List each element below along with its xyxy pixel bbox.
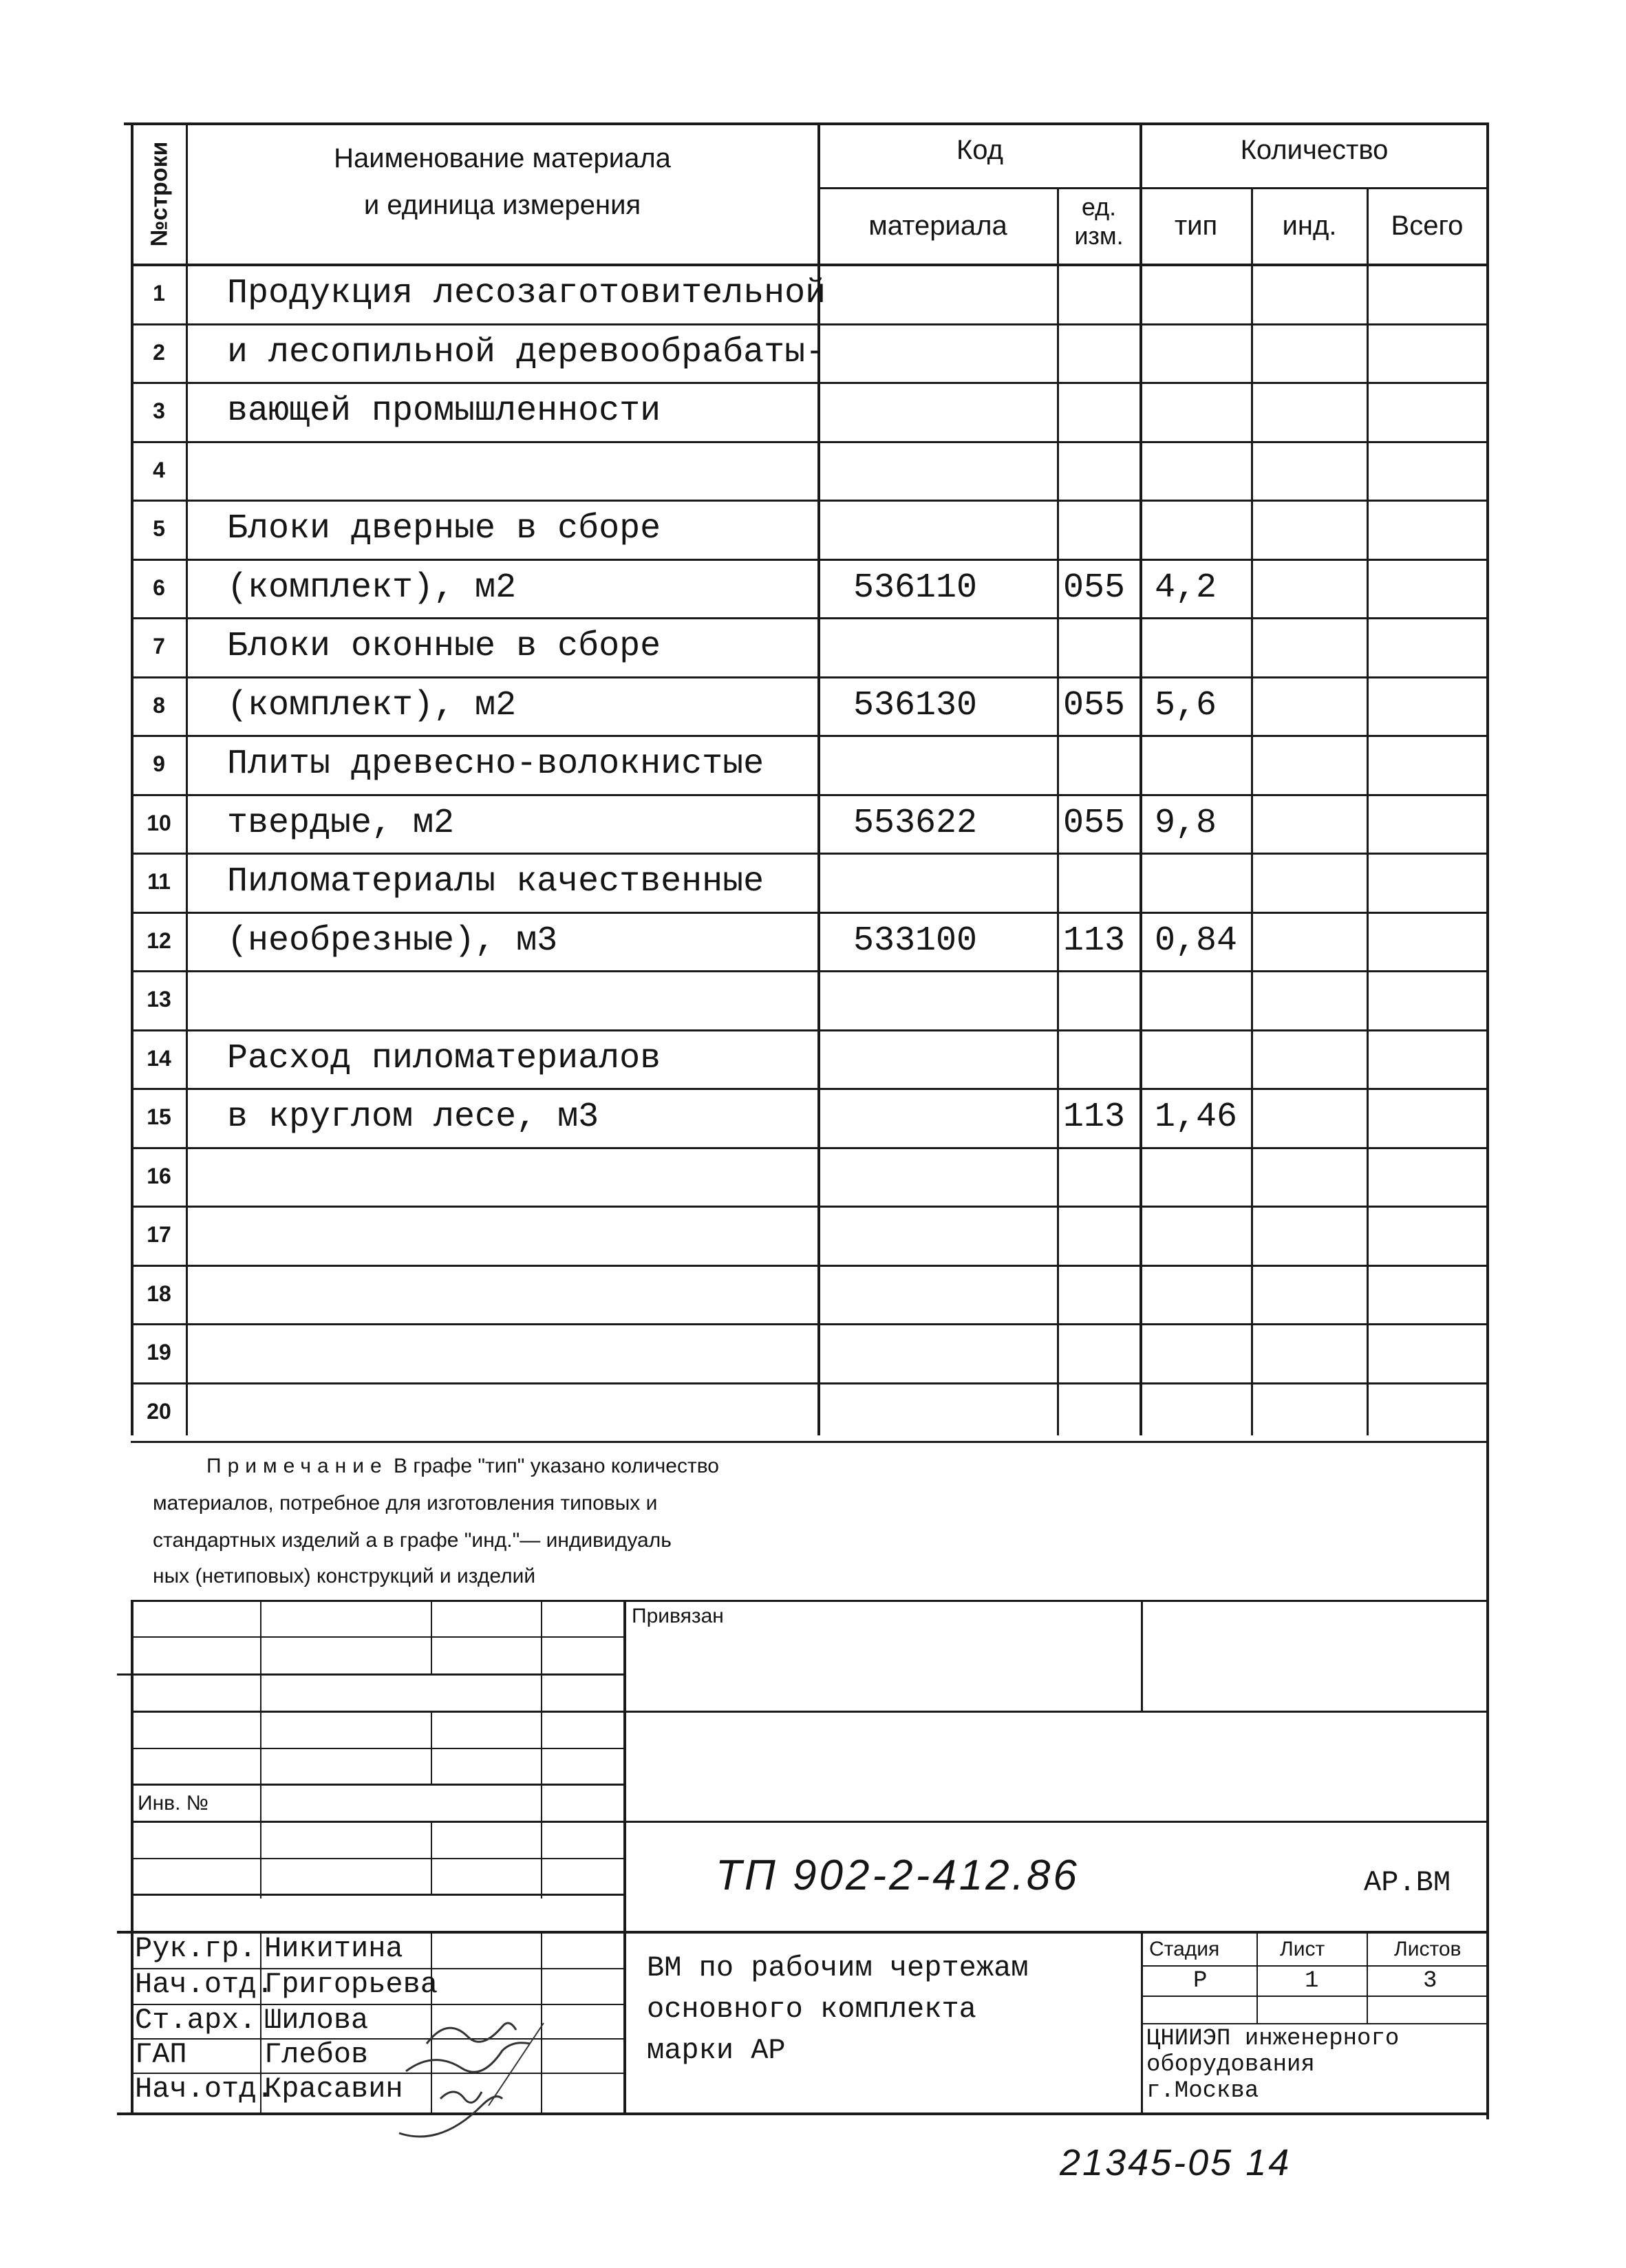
privyazan-label: Привязан [632, 1605, 724, 1627]
row-number: 15 [147, 1104, 171, 1129]
material-name: (комплект), м2 [227, 568, 517, 608]
unit-header-line2: изм. [1074, 222, 1124, 250]
stamp-line [131, 1636, 626, 1638]
material-name: твердые, м2 [227, 804, 455, 843]
row-line [131, 912, 1489, 914]
material-name: и лесопильной деревообрабаты- [227, 333, 826, 372]
stamp-line [1142, 2023, 1489, 2024]
row-line [131, 441, 1489, 443]
row-line [131, 1265, 1489, 1267]
type-header: тип [1174, 211, 1218, 241]
row-line [131, 1323, 1489, 1325]
row-number: 17 [147, 1222, 171, 1247]
stage-value: Р [1193, 1968, 1208, 1994]
signatory-role: Рук.гр. [135, 1932, 257, 1965]
row-line [131, 559, 1489, 561]
row-line [131, 323, 1489, 325]
material-code: 536130 [853, 686, 978, 725]
note-line-1 [206, 1455, 719, 1478]
row-line [131, 853, 1489, 855]
table-line [817, 124, 820, 1435]
stamp-line [117, 2112, 1489, 2115]
table-line [124, 122, 1489, 125]
document-title-line2: основного комплекта [647, 1993, 976, 2026]
sheet-value: 1 [1305, 1968, 1319, 1994]
stamp-line [131, 1600, 133, 2115]
material-name: (необрезные), м3 [227, 921, 558, 961]
material-name: Блоки оконные в сборе [227, 627, 661, 666]
note-lead: Примечание [206, 1455, 388, 1477]
signatory-name: Красавин [264, 2073, 403, 2106]
table-line [131, 124, 133, 1435]
material-name: Расход пиломатериалов [227, 1039, 661, 1078]
stamp-line [1142, 1996, 1489, 1997]
signatory-name: Никитина [264, 1932, 403, 1965]
signatory-name: Глебов [264, 2038, 369, 2071]
note-line-2: материалов, потребное для изготовления типовых и [153, 1492, 658, 1515]
ind-header: инд. [1282, 211, 1337, 241]
material-name: в круглом лесе, м3 [227, 1098, 599, 1137]
stamp-line [1141, 1931, 1143, 2114]
project-code: ТП 902-2-412.86 [716, 1852, 1080, 1899]
row-number: 16 [147, 1164, 171, 1188]
row-number: 19 [147, 1340, 171, 1365]
stage-label: Стадия [1149, 1938, 1220, 1960]
unit-code: 055 [1063, 686, 1126, 725]
stamp-line [131, 1894, 626, 1896]
note-line-3: стандартных изделий а в графе "инд."— индивидуаль [153, 1529, 672, 1552]
table-line [817, 187, 1489, 189]
row-number: 14 [147, 1046, 171, 1071]
stamp-line [431, 1711, 432, 1785]
stamp-line [131, 1711, 1489, 1713]
row-number: 4 [153, 458, 165, 482]
row-line [131, 970, 1489, 972]
stamp-line [117, 1673, 626, 1676]
signatory-name: Григорьева [264, 1968, 438, 2001]
row-number: 18 [147, 1281, 171, 1306]
row-number: 12 [147, 928, 171, 953]
sheets-value: 3 [1423, 1968, 1437, 1994]
material-name: Пиломатериалы качественные [227, 862, 764, 901]
type-quantity: 4,2 [1155, 568, 1217, 608]
row-line [131, 735, 1489, 737]
row-number: 1 [153, 281, 165, 306]
material-code: 536110 [853, 568, 978, 608]
archive-number: 21345-05 14 [1060, 2142, 1292, 2183]
stamp-line [131, 1858, 626, 1859]
organization-line3: г.Москва [1146, 2078, 1259, 2104]
row-line [131, 1147, 1489, 1149]
stamp-line [131, 1784, 626, 1786]
stamp-line [131, 1748, 626, 1749]
row-line [131, 382, 1489, 384]
total-header: Всего [1391, 211, 1464, 241]
table-line [131, 264, 1489, 266]
name-header-line1: Наименование материала [334, 143, 671, 173]
stamp-line [1256, 1931, 1258, 2023]
type-quantity: 1,46 [1155, 1098, 1238, 1137]
document-mark: АР.ВМ [1364, 1866, 1451, 1899]
stamp-line [1141, 1600, 1143, 1711]
signatory-role: ГАП [135, 2038, 187, 2071]
row-line [131, 1088, 1489, 1090]
table-line [1140, 124, 1142, 1435]
signatory-role: Ст.арх. [135, 2004, 257, 2037]
row-number: 10 [147, 811, 171, 835]
material-name: Блоки дверные в сборе [227, 509, 661, 548]
table-line [186, 124, 188, 1435]
table-line [1486, 124, 1489, 2119]
unit-code: 055 [1063, 804, 1126, 843]
material-name: (комплект), м2 [227, 686, 517, 725]
signatory-name: Шилова [264, 2004, 369, 2037]
row-line [131, 1206, 1489, 1208]
row-line [131, 794, 1489, 796]
row-number: 2 [153, 340, 165, 365]
row-line [131, 500, 1489, 502]
unit-code: 113 [1063, 921, 1126, 961]
stamp-line [1367, 1931, 1368, 2023]
quantity-header: Количество [1240, 135, 1389, 165]
stamp-line [260, 1600, 261, 1898]
note-text: В графе "тип" указано количество [387, 1455, 719, 1477]
sheets-label: Листов [1394, 1938, 1462, 1960]
sheet-label: Лист [1280, 1938, 1325, 1960]
stamp-line [131, 1821, 1489, 1823]
stamp-line [1142, 1965, 1489, 1967]
row-number: 5 [153, 516, 165, 541]
organization-line1: ЦНИИЭП инженерного [1146, 2026, 1400, 2052]
signature-scribbles [385, 1996, 633, 2161]
row-line [131, 1441, 1489, 1443]
type-quantity: 5,6 [1155, 686, 1217, 725]
table-line [1057, 187, 1059, 1435]
inventory-number-label: Инв. № [138, 1792, 208, 1815]
row-number: 11 [147, 869, 171, 894]
stamp-line [431, 1821, 432, 1895]
row-number: 7 [153, 634, 165, 659]
type-quantity: 0,84 [1155, 921, 1238, 961]
code-header: Код [956, 135, 1003, 165]
type-quantity: 9,8 [1155, 804, 1217, 843]
signatory-role: Нач.отд. [135, 2073, 274, 2106]
material-name: Плиты древесно-волокнистые [227, 745, 764, 784]
row-line [131, 676, 1489, 678]
material-code-header: материала [868, 211, 1007, 241]
row-number: 6 [153, 575, 165, 600]
row-number: 8 [153, 693, 165, 718]
material-name: вающей промышленности [227, 392, 661, 431]
unit-code: 055 [1063, 568, 1126, 608]
stamp-line [431, 1600, 432, 1674]
row-number: 9 [153, 751, 165, 776]
row-number: 13 [147, 987, 171, 1012]
stamp-line [541, 1600, 542, 1898]
note-line-4: ных (нетиповых) конструкций и изделий [153, 1565, 536, 1587]
unit-header-line1: ед. [1081, 193, 1117, 221]
signatory-role: Нач.отд. [135, 1968, 274, 2001]
stamp-line [131, 1600, 1489, 1602]
document-title-line1: ВМ по рабочим чертежам [647, 1951, 1029, 1984]
document-title-line3: марки АР [647, 2034, 786, 2067]
row-line [131, 617, 1489, 619]
material-code: 533100 [853, 921, 978, 961]
material-code: 553622 [853, 804, 978, 843]
row-line [131, 1029, 1489, 1031]
material-name: Продукция лесозаготовительной [227, 274, 826, 313]
row-number: 3 [153, 398, 165, 423]
table-line [1367, 187, 1369, 1435]
unit-code: 113 [1063, 1098, 1126, 1137]
row-line [131, 1382, 1489, 1384]
name-header-line2: и единица измерения [363, 190, 641, 220]
row-number: 20 [147, 1399, 171, 1424]
table-line [1251, 187, 1253, 1435]
organization-line2: оборудования [1146, 2052, 1315, 2078]
